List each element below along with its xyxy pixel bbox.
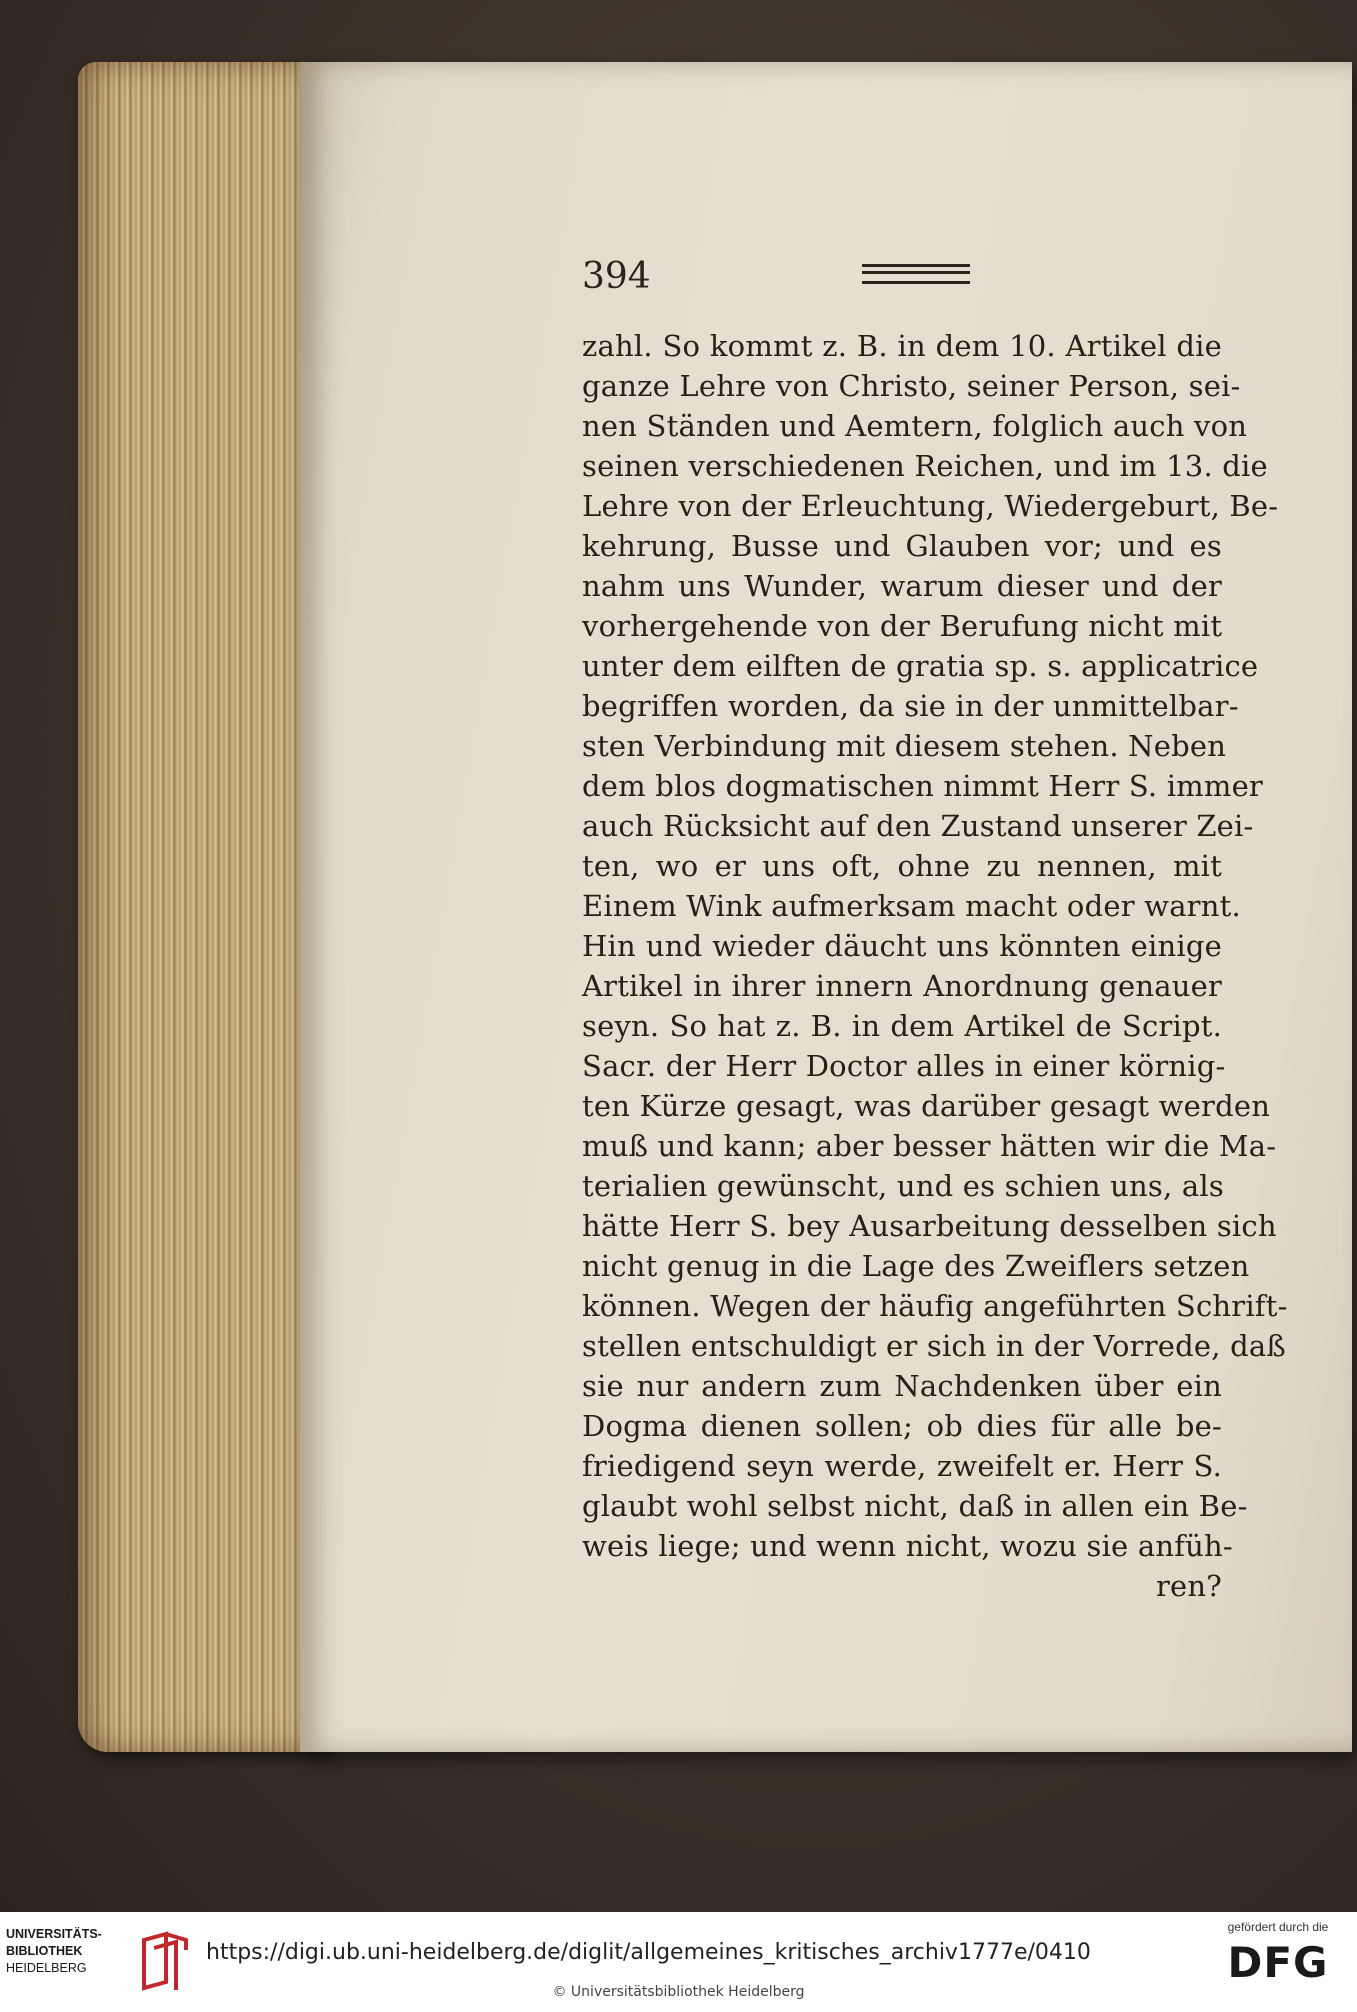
text-line: nicht genug in die Lage des Zweiflers setzen [582,1249,1250,1283]
text-line: nen Ständen und Aemtern, folglich auch von [582,409,1248,443]
permalink-url[interactable]: https://digi.ub.uni-heidelberg.de/diglit/allgemeines_kritisches_archiv1777e/0410 [206,1940,1091,1965]
funder-label: gefördert durch die [1227,1920,1329,1934]
text-line: Artikel in ihrer innern Anordnung genauer [582,969,1222,1003]
text-line: Hin und wieder däucht uns könnten einige [582,929,1222,963]
text-line: sten Verbindung mit diesem stehen. Neben [582,729,1227,763]
copyright-notice: © Universitätsbibliothek Heidelberg [552,1984,805,2000]
text-line: nahm uns Wunder, warum dieser und der [582,569,1222,603]
library-name-line1: UNIVERSITÄTS- [6,1927,102,1941]
text-line: Einem Wink aufmerksam macht oder warnt. [582,889,1241,923]
dfg-logo[interactable]: DFG [1227,1938,1329,1987]
text-line: stellen entschuldigt er sich in der Vorrede, daß [582,1329,1286,1363]
text-line: seinen verschiedenen Reichen, und im 13. die [582,449,1268,483]
text-line: Lehre von der Erleuchtung, Wiedergeburt, Be- [582,489,1279,523]
library-name[interactable] [6,1926,136,1977]
text-line: weis liege; und wenn nicht, wozu sie anfüh- [582,1529,1233,1563]
text-line: dem blos dogmatischen nimmt Herr S. immer [582,769,1263,803]
text-line: glaubt wohl selbst nicht, daß in allen ein Be- [582,1489,1248,1523]
text-line: ten Kürze gesagt, was darüber gesagt werden [582,1089,1271,1123]
text-line: terialien gewünscht, und es schien uns, als [582,1169,1224,1203]
text-line: friedigend seyn werde, zweifelt er. Herr S. [582,1449,1222,1483]
text-line: Dogma dienen sollen; ob dies für alle be- [582,1409,1222,1443]
text-line: seyn. So hat z. B. in dem Artikel de Script. [582,1009,1222,1043]
text-line: sie nur andern zum Nachdenken über ein [582,1369,1222,1403]
text-line: kehrung, Busse und Glauben vor; und es [582,529,1222,563]
text-line: ten, wo er uns oft, ohne zu nennen, mit [582,849,1222,883]
page-number: 394 [582,256,651,297]
text-line: zahl. So kommt z. B. in dem 10. Artikel die [582,329,1222,363]
text-line: Sacr. der Herr Doctor alles in einer körnig- [582,1049,1226,1083]
library-name-line3: HEIDELBERG [6,1961,87,1975]
footer-bar [0,1912,1357,2012]
text-line: können. Wegen der häufig angeführten Schrift- [582,1289,1288,1323]
text-line: vorhergehende von der Berufung nicht mit [582,609,1223,643]
text-block [582,326,1288,1606]
library-logo-icon[interactable] [136,1930,194,1992]
catchword: ren? [1155,1569,1222,1603]
text-line: hätte Herr S. bey Ausarbeitung desselben sich [582,1209,1277,1243]
text-line: begriffen worden, da sie in der unmittelbar- [582,689,1239,723]
text-line: auch Rücksicht auf den Zustand unserer Zei- [582,809,1254,843]
text-line: muß und kann; aber besser hätten wir die Ma- [582,1129,1277,1163]
header-rule [862,264,970,284]
text-line: unter dem eilften de gratia sp. s. applicatrice [582,649,1259,683]
book-edge [78,62,328,1752]
library-name-line2: BIBLIOTHEK [6,1944,83,1958]
text-line: ganze Lehre von Christo, seiner Person, sei- [582,369,1241,403]
